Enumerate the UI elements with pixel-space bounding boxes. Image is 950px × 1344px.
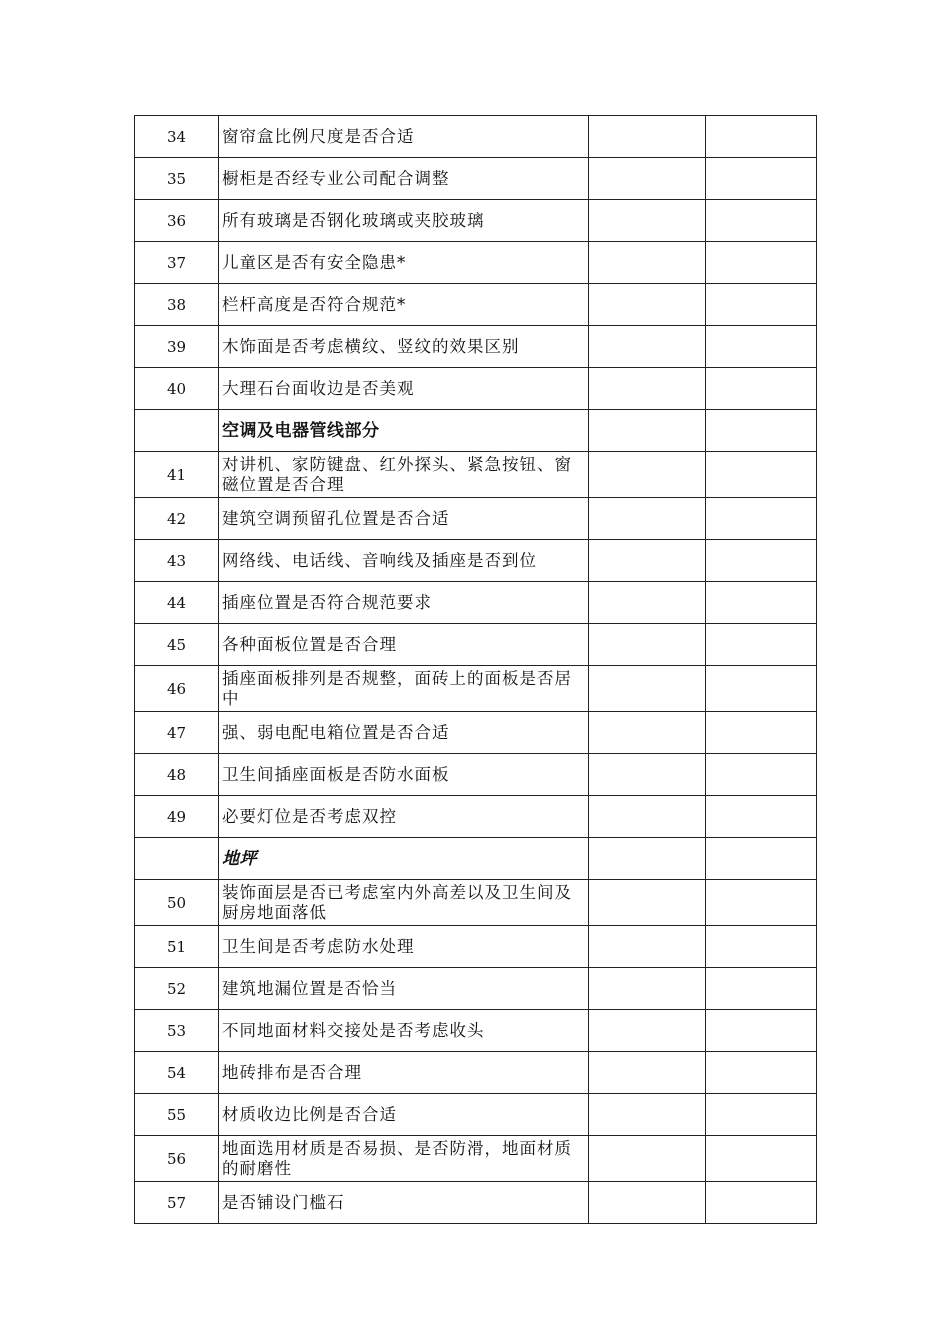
remark-cell (706, 666, 817, 712)
item-number-cell: 38 (135, 284, 219, 326)
item-number-cell: 40 (135, 368, 219, 410)
inspection-checklist-table (134, 115, 817, 1224)
item-number-cell: 49 (135, 796, 219, 838)
item-number-cell: 45 (135, 624, 219, 666)
checklist-rows (135, 116, 817, 1224)
table-row (135, 242, 817, 284)
result-cell (589, 754, 706, 796)
item-number-cell: 51 (135, 926, 219, 968)
item-number-cell: 37 (135, 242, 219, 284)
result-cell (589, 200, 706, 242)
item-number-cell (135, 838, 219, 880)
item-number-cell: 34 (135, 116, 219, 158)
check-item-cell: 强、弱电配电箱位置是否合适 (219, 712, 589, 754)
item-number-cell: 53 (135, 1010, 219, 1052)
remark-cell (706, 284, 817, 326)
check-item-cell: 各种面板位置是否合理 (219, 624, 589, 666)
remark-cell (706, 116, 817, 158)
remark-cell (706, 968, 817, 1010)
remark-cell (706, 712, 817, 754)
item-number-cell: 43 (135, 540, 219, 582)
item-number-cell: 50 (135, 880, 219, 926)
result-cell (589, 368, 706, 410)
table-row (135, 968, 817, 1010)
check-item-cell: 儿童区是否有安全隐患* (219, 242, 589, 284)
check-item-cell: 材质收边比例是否合适 (219, 1094, 589, 1136)
item-number-cell: 36 (135, 200, 219, 242)
result-cell (589, 410, 706, 452)
check-item-cell: 大理石台面收边是否美观 (219, 368, 589, 410)
item-number-cell: 54 (135, 1052, 219, 1094)
check-item-cell: 建筑空调预留孔位置是否合适 (219, 498, 589, 540)
table-row (135, 666, 817, 712)
result-cell (589, 712, 706, 754)
result-cell (589, 326, 706, 368)
result-cell (589, 880, 706, 926)
check-item-cell: 插座位置是否符合规范要求 (219, 582, 589, 624)
check-item-cell: 地面选用材质是否易损、是否防滑，地面材质的耐磨性 (219, 1136, 589, 1182)
table-row (135, 158, 817, 200)
result-cell (589, 242, 706, 284)
table-row (135, 284, 817, 326)
item-number-cell: 52 (135, 968, 219, 1010)
check-item-cell: 不同地面材料交接处是否考虑收头 (219, 1010, 589, 1052)
check-item-cell: 网络线、电话线、音响线及插座是否到位 (219, 540, 589, 582)
table-row (135, 582, 817, 624)
check-item-cell: 必要灯位是否考虑双控 (219, 796, 589, 838)
result-cell (589, 1052, 706, 1094)
table-row (135, 926, 817, 968)
remark-cell (706, 754, 817, 796)
table-row (135, 1094, 817, 1136)
result-cell (589, 284, 706, 326)
check-item-cell: 地砖排布是否合理 (219, 1052, 589, 1094)
table-row (135, 712, 817, 754)
section-title-cell: 地坪 (219, 838, 589, 880)
table-row (135, 116, 817, 158)
remark-cell (706, 498, 817, 540)
result-cell (589, 926, 706, 968)
table-row (135, 754, 817, 796)
result-cell (589, 968, 706, 1010)
result-cell (589, 498, 706, 540)
table-row (135, 368, 817, 410)
result-cell (589, 116, 706, 158)
item-number-cell: 47 (135, 712, 219, 754)
result-cell (589, 666, 706, 712)
remark-cell (706, 410, 817, 452)
remark-cell (706, 1136, 817, 1182)
check-item-cell: 卫生间插座面板是否防水面板 (219, 754, 589, 796)
table-row (135, 624, 817, 666)
check-item-cell: 窗帘盒比例尺度是否合适 (219, 116, 589, 158)
remark-cell (706, 540, 817, 582)
check-item-cell: 对讲机、家防键盘、红外探头、紧急按钮、窗磁位置是否合理 (219, 452, 589, 498)
result-cell (589, 452, 706, 498)
remark-cell (706, 926, 817, 968)
remark-cell (706, 242, 817, 284)
result-cell (589, 1094, 706, 1136)
remark-cell (706, 1010, 817, 1052)
remark-cell (706, 838, 817, 880)
result-cell (589, 838, 706, 880)
result-cell (589, 158, 706, 200)
table-row (135, 1182, 817, 1224)
result-cell (589, 1182, 706, 1224)
item-number-cell: 35 (135, 158, 219, 200)
item-number-cell: 48 (135, 754, 219, 796)
section-header-row (135, 410, 817, 452)
item-number-cell: 46 (135, 666, 219, 712)
table-row (135, 1052, 817, 1094)
remark-cell (706, 326, 817, 368)
check-item-cell: 装饰面层是否已考虑室内外高差以及卫生间及厨房地面落低 (219, 880, 589, 926)
table-row (135, 452, 817, 498)
check-item-cell: 是否铺设门槛石 (219, 1182, 589, 1224)
remark-cell (706, 452, 817, 498)
result-cell (589, 624, 706, 666)
item-number-cell: 41 (135, 452, 219, 498)
table-row (135, 796, 817, 838)
remark-cell (706, 1052, 817, 1094)
table-row (135, 880, 817, 926)
remark-cell (706, 796, 817, 838)
table-row (135, 326, 817, 368)
result-cell (589, 582, 706, 624)
remark-cell (706, 1094, 817, 1136)
item-number-cell: 56 (135, 1136, 219, 1182)
result-cell (589, 1136, 706, 1182)
check-item-cell: 卫生间是否考虑防水处理 (219, 926, 589, 968)
check-item-cell: 木饰面是否考虑横纹、竖纹的效果区别 (219, 326, 589, 368)
item-number-cell: 42 (135, 498, 219, 540)
remark-cell (706, 624, 817, 666)
table-row (135, 540, 817, 582)
result-cell (589, 1010, 706, 1052)
section-title-cell: 空调及电器管线部分 (219, 410, 589, 452)
remark-cell (706, 200, 817, 242)
check-item-cell: 栏杆高度是否符合规范* (219, 284, 589, 326)
item-number-cell: 39 (135, 326, 219, 368)
check-item-cell: 所有玻璃是否钢化玻璃或夹胶玻璃 (219, 200, 589, 242)
result-cell (589, 796, 706, 838)
remark-cell (706, 880, 817, 926)
item-number-cell: 57 (135, 1182, 219, 1224)
remark-cell (706, 158, 817, 200)
remark-cell (706, 1182, 817, 1224)
remark-cell (706, 582, 817, 624)
check-item-cell: 插座面板排列是否规整，面砖上的面板是否居中 (219, 666, 589, 712)
check-item-cell: 橱柜是否经专业公司配合调整 (219, 158, 589, 200)
remark-cell (706, 368, 817, 410)
result-cell (589, 540, 706, 582)
section-header-row (135, 838, 817, 880)
item-number-cell: 44 (135, 582, 219, 624)
table-row (135, 1010, 817, 1052)
table-row (135, 200, 817, 242)
item-number-cell: 55 (135, 1094, 219, 1136)
table-row (135, 1136, 817, 1182)
item-number-cell (135, 410, 219, 452)
check-item-cell: 建筑地漏位置是否恰当 (219, 968, 589, 1010)
table-row (135, 498, 817, 540)
